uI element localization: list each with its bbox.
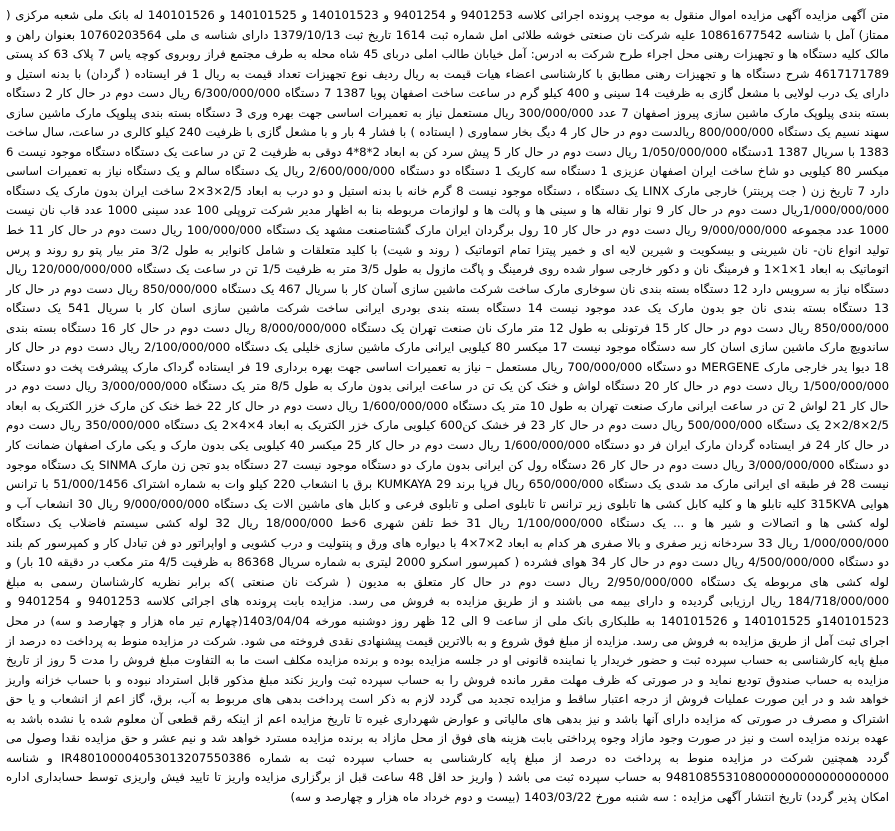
auction-notice-text: متن آگهی مزایده آگهی مزایده اموال منقول به موجب پرونده اجرائی کلاسه 9401253 و 9401254 و 140101523 و 140101525 و 140101526 له بانک ملی شعبه مرکزی ( ممتاز) آمل با شناسه 10861677542 علیه شرکت نان صنعتی خوشه طلائی امل شماره ثبت 1614 تاریخ ثبت 1379/10/13 دارای شناسه ی ملی 10760203564 بعنوان راهن و مالک کلیه دستگاه ها و تجهیزات رهنی محل اجراء طرح شرکت به ادرس: آمل خیابان طالب املی دربای 45 شاه محله به طرف مجتمع فراز روبروی کوچه یاس 7 پلاک 63 کد پستی 4617171789 شرح دستگاه ها و تجهیزات رهنی مطابق با کارشناسی اعضاء هیات قیمت به ریال ردیف نوع تجهیزات تعداد قیمت به ریال 1 فر ایستاده ( گردان) با بدنه استیل و دارای یک درب لولایی با مشعل گازی به ظرفیت 14 سینی و 400 کیلو گرم در ساعت ساخت اصفهان پویا 1387 7 دستگاه 6/300/000/000 ریال دست دوم در حال کار 2 دستگاه بسته بندی پیلوپک مارک ماشین سازی پیروز اصفهان 7 عدد 300/000/000 ریال مستعمل نیاز به تعمیرات اساسی جهت بهره وری 3 دستگاه بسته بندی پیلوپک مارک ماشین سازی سهند نسیم یک دستگاه 800/000/000 ریالدست دوم در حال کار 4 دیگ بخار سماوری ( ایستاده ) با فشار 4 بار و با مشعل گازی با ظرفیت 240 کیلو کالری در ساعت، سال ساخت 1383 با سریال 1387 1دستگاه 1/050/000/000 ریال دست دوم در حال کار 5 پیش سرد کن به ابعاد 2*8*4 دوقی به ظرفیت 2 تن در ساعت یک دستگاه دستگاه موجود نیست 6 میکسر 80 کیلویی دو شاخ ساخت ایران اصفهان عزیزی 1 دستگاه سه کاریک 1 دستگاه دو دستگاه 2/600/000/000 ریال یک دستگاه سالم و یک دستگاه نیاز به تعمیرات اساسی دارد 7 تاریخ زن ( جت پرینتر) خارجی مارک LINX یک دستگاه ، دستگاه موجود نیست 8 گرم خانه با بدنه استیل و دو درب به ابعاد 2/5×3×2 ساخت ایران بدون مارک یک دستگاه 1/000/000/000ریال دست دوم در حال کار 9 نوار نقاله ها و سینی ها و پالت ها و لوازمات مربوطه بنا به اظهار مدیر شرکت تروپلی 100 عدد سینی 1000 عدد قاب نان نیست 1000 عدد مجموعه 9/000/000/000 ریال دست دوم در حال کار 10 رول برگردان ایران مارک گشتاصنعت مشهد یک دستگاه 100/000/000 ریال دست دوم در حال کار 11 خط تولید انواع نان- نان شیرینی و بیسکویت و شیرین لایه ای و خمیر پیتزا تمام اتوماتیک ( روند و شیت) با کلید متعلقات و شامل کانوایر به طول 3/2 متر بیار پتو رو روند و پرس اتوماتیک به ابعاد 1×1×1 و فرمینگ نان و دکور خارجی سوار شده روی فرمینگ و پاگت مازول به طول 3/5 متر به ظرفیت 1/5 تن در ساعت یک دستگاه 120/000/000/000 ریال دستگاه نیاز به سرویس دارد 12 دستگاه بسته بندی نان سوخاری مارک ساخت شرکت ماشین سازی آسان کار با سریال 467 یک دستگاه 850/000/000 ریال دست دوم در حال کار 13 دستگاه بسته بندی نان جو بدون مارک یک عدد موجود نیست 14 دستگاه بسته بندی بودری ایرانی ساخت شرکت ماشین سازی اسان کار با سریال 541 یک دستگاه 850/000/000 ریال دست دوم در حال کار 15 فرتونلی به طول 12 متر مارک نان صنعت تهران یک دستگاه 8/000/000/000 ریال دست دوم در حال کار 16 دستگاه بسته بندی ساندویچ مارک ماشین سازی اسان کار سه دستگاه موجود نیست 17 میکسر 80 کیلویی ایرانی مارک ماشین سازی خلیلی یک دستگاه 2/100/000/000 ریال دست دوم در حال کار 18 دیوا یدر خارجی مارک MERGENE دو دستگاه 700/000/000 ریال مستعمل – نیاز به تعمیرات اساسی جهت بهره برداری 19 فر ایستاده گرداک مارک پیشرفت پخت دو دستگاه 1/500/000/000 ریال دست دوم در حال کار 20 دستگاه لواش و خنک کن یک تن در ساعت ایرانی بدون مارک به طول 8/5 متر یک دستگاه 3/000/000/000 ریال دست دوم در حال کار 21 لواش 2 تن در ساعت ایرانی مارک صنعت تهران به طول 10 متر یک دستگاه 1/600/000/000 ریال دست دوم در حال کار 22 خط خنک کن مارک خزر الکتریک به ابعاد 2/5×2/8×2 یک دستگاه 500/000/000 ریال دست دوم در حال کار 23 فر خشک کن600 کیلویی مارک خزر الکتریک به ابعاد 4×4×2 یک دستگاه 350/000/000 ریال دست دوم در حال کار 24 فر ایستاده گردان مارک ایران فر دو دستگاه 1/600/000/000 ریال دست دوم در حال کار 25 میکسر 40 کیلویی یکی بدون مارک و یکی مارک اصفهان ضمانت کار دو دستگاه 3/000/000/000 ریال دست دوم در حال کار 26 دستگاه رول کن ایرانی بدون مارک دو دستگاه موجود نیست 27 دستگاه بدو تجن زن مارک SINMA یک دستگاه موجود نیست 28 فر طبقه ای ایرانی مارک مد شدی یک دستگاه 650/000/000 ریال فرپا برند KUMKAYA 29 برق با انشعاب 220 کیلو وات به شماره اشتراک 51/000/1456 با ترانس هوایی 315KVA کلیه تابلو ها و کلیه کابل کشی ها تابلوی زیر ترانس تا تابلوی اصلی و تابلوی فرعی و کابل های ماشین الات یک دستگاه 9/000/000/000 ریال 30 انشعاب آب و لوله کشی ها و اتصالات و شیر ها و ... یک دستگاه 1/100/000/000 ریال 31 خط تلفن شهری 6خط 18/000/000 ریال 32 لوله کشی سیستم فاضلاب یک دستگاه 1/000/000/000 ریال 33 سردخانه زیر صفری و بالا صفری هر کدام به ابعاد 2×7×4 با دیواره های ورق و پنتولیت و درب کشویی و اواپراتور دو فن تبادل کار و کمپرسور کم بلند دو دستگاه 4/500/000/000 ریال دست دوم در حال کار 34 هوای فشرده ( کمپرسور اسکرو 2000 لیتری به شماره سریال 86368 به ظرفیت 4/5 متر مکعب در دقیقه 10 بار) و لوله کشی های مربوطه یک دستگاه 2/950/000/000 ریال دست دوم در حال کار متعلق به مدیون ( شرکت نان صنعتی )که برابر نظریه کارشناسان رسمی به مبلغ 184/718/000/000 ریال ارزیابی گردیده و دارای بیمه می باشند و از طریق مزایده به فروش می رسد. مزایده بابت پرونده های اجرائی کلاسه 9401253 و 9401254 و 140101523و 140101525 و 140101526 به طلبکاری بانک ملی از ساعت 9 الی 12 ظهر روز دوشنبه مورخه 1403/04/04(چهارم تیر ماه هزار و چهارصد و سه) در محل اجرای ثبت آمل از طریق مزایده به فروش می رسد. مزایده از مبلغ فوق شروع و به بالاترین قیمت پیشنهادی نقدی فروخته می شود. شرکت در مزایده منوط به پرداخت ده درصد از مبلغ پایه کارشناسی به حساب سپرده ثبت و حضور خریدار یا نماینده قانونی او در جلسه مزایده بوده و برنده مزایده مکلف است ما به التفاوت مبلغ فروش را مدت 5 روز از تاریخ مزایده به حساب صندوق تودیع نماید و در صورتی که ظرف مهلت مقرر مانده فروش را به حساب سپرده ثبت واریز نکند مبلغ مذکور قابل استرداد نبوده و با حساب خزانه واریز خواهد شد و در این صورت عملیات فروش از درجه اعتبار ساقط و مزایده تجدید می گردد لازم به ذکر است پرداخت بدهی های مربوط به آب، برق، گاز اعم از انشعاب و یا حق اشتراک و مصرف در صورتی که مزایده دارای آنها باشد و نیز بدهی های مالیاتی و عوارض شهرداری غیره تا تاریخ مزایده اعم از اینکه رقم قطعی آن معلوم شده یا نشده باشد به عهده برنده مزایده است و نیز در صورت وجود مازاد وجوه پرداختی بابت هزینه های فوق از محل مازاد به برنده مزایده مسترد خواهد شد و نیم عشر و حق مزایده نقدا وصول می گردد همچنین شرکت در مزایده منوط به پرداخت ده درصد از مبلغ پایه کارشناسی به حساب سپرده ثبت به شماره IR480100004053013207550386 و شناسه 948108553108000000000000000000 به حساب سپرده ثبت می باشد ( واریز حد اقل 48 ساعت قبل از برگزاری مزایده واریز تا تایید فیش واریزی توسط حسابداری اداره امکان پذیر گردد) تاریخ انتشار آگهی مزایده : سه شنبه مورخ 1403/03/22 (بیست و دوم خرداد ماه هزار و چهارصد و سه) xyxy=(6,8,890,804)
